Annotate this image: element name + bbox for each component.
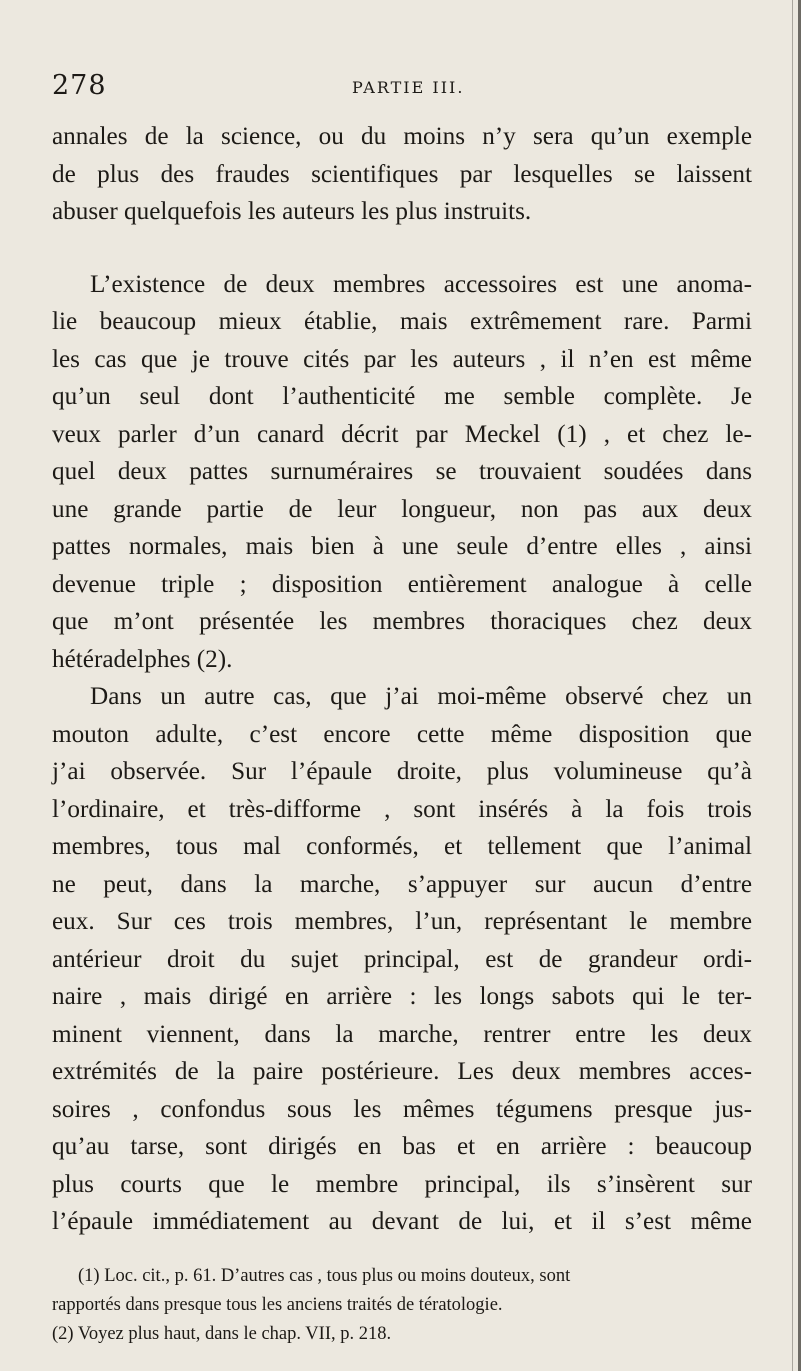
text-line: devenue triple ; disposition entièrement analogue à celle [52,570,752,598]
running-head: PARTIE III. [352,78,465,97]
text-line: l’épaule immédiatement au devant de lui, et il s’est même [52,1208,752,1235]
paragraph [52,266,752,679]
text-line: de plus des fraudes scientifiques par lesquelles se laissent [52,160,752,188]
page-edge-shadow [792,0,793,1371]
text-line: eux. Sur ces trois membres, l’un, représentant le membre [52,908,752,935]
text-line: pattes normales, mais bien à une seule d’entre elles , ainsi [52,533,752,560]
text-line: annales de la science, ou du moins n’y sera qu’un exemple [52,123,752,150]
text-line: naire , mais dirigé en arrière : les longs sabots qui le ter- [52,983,752,1010]
text-line: une grande partie de leur longueur, non pas aux deux [52,495,752,523]
text-line: j’ai observée. Sur l’épaule droite, plus volumineuse qu’à [52,758,752,785]
text-line: membres, tous mal conformés, et tellement que l’animal [52,833,752,860]
text-line: les cas que je trouve cités par les auteurs , il n’en est même [52,345,752,373]
text-line: antérieur droit du sujet principal, est de grandeur ordi- [52,945,752,973]
page-body [52,118,752,1241]
footnote-1-continued: rapportés dans presque tous les anciens traités de tératologie. [52,1295,503,1315]
text-line: veux parler d’un canard décrit par Meckel (1) , et chez le- [52,420,752,448]
text-line: ne peut, dans la marche, s’appuyer sur aucun d’entre [52,870,752,898]
page-header [52,70,752,110]
text-line: hétéradelphes (2). [52,645,233,673]
page-number: 278 [52,70,107,101]
text-line: l’ordinaire, et très-difforme , sont insérés à la fois trois [52,795,752,823]
text-line: plus courts que le membre principal, ils s’insèrent sur [52,1170,752,1198]
footnote-2: (2) Voyez plus haut, dans le chap. VII, p. 218. [52,1324,392,1344]
text-line: quel deux pattes surnuméraires se trouvaient soudées dans [52,458,752,485]
text-line: lie beaucoup mieux établie, mais extrêmement rare. Parmi [52,308,752,335]
text-line: mouton adulte, c’est encore cette même disposition que [52,720,752,748]
paragraph [52,678,752,1241]
paragraph [52,118,752,231]
text-line: abuser quelquefois les auteurs les plus instruits. [52,198,532,225]
text-line: extrémités de la paire postérieure. Les deux membres acces- [52,1058,752,1085]
footnote-1: (1) Loc. cit., p. 61. D’autres cas , tous plus ou moins douteux, sont [78,1266,571,1286]
footnotes [52,1262,752,1349]
text-line: qu’un seul dont l’authenticité me semble complète. Je [52,383,752,410]
text-line: minent viennent, dans la marche, rentrer entre les deux [52,1020,752,1048]
text-line: soires , confondus sous les mêmes tégumens presque jus- [52,1095,752,1123]
text-line: que m’ont présentée les membres thoraciques chez deux [52,608,752,635]
text-line: L’existence de deux membres accessoires est une anoma- [90,270,752,298]
text-line: Dans un autre cas, que j’ai moi-même observé chez un [90,683,752,710]
text-line: qu’au tarse, sont dirigés en bas et en arrière : beaucoup [52,1133,752,1160]
